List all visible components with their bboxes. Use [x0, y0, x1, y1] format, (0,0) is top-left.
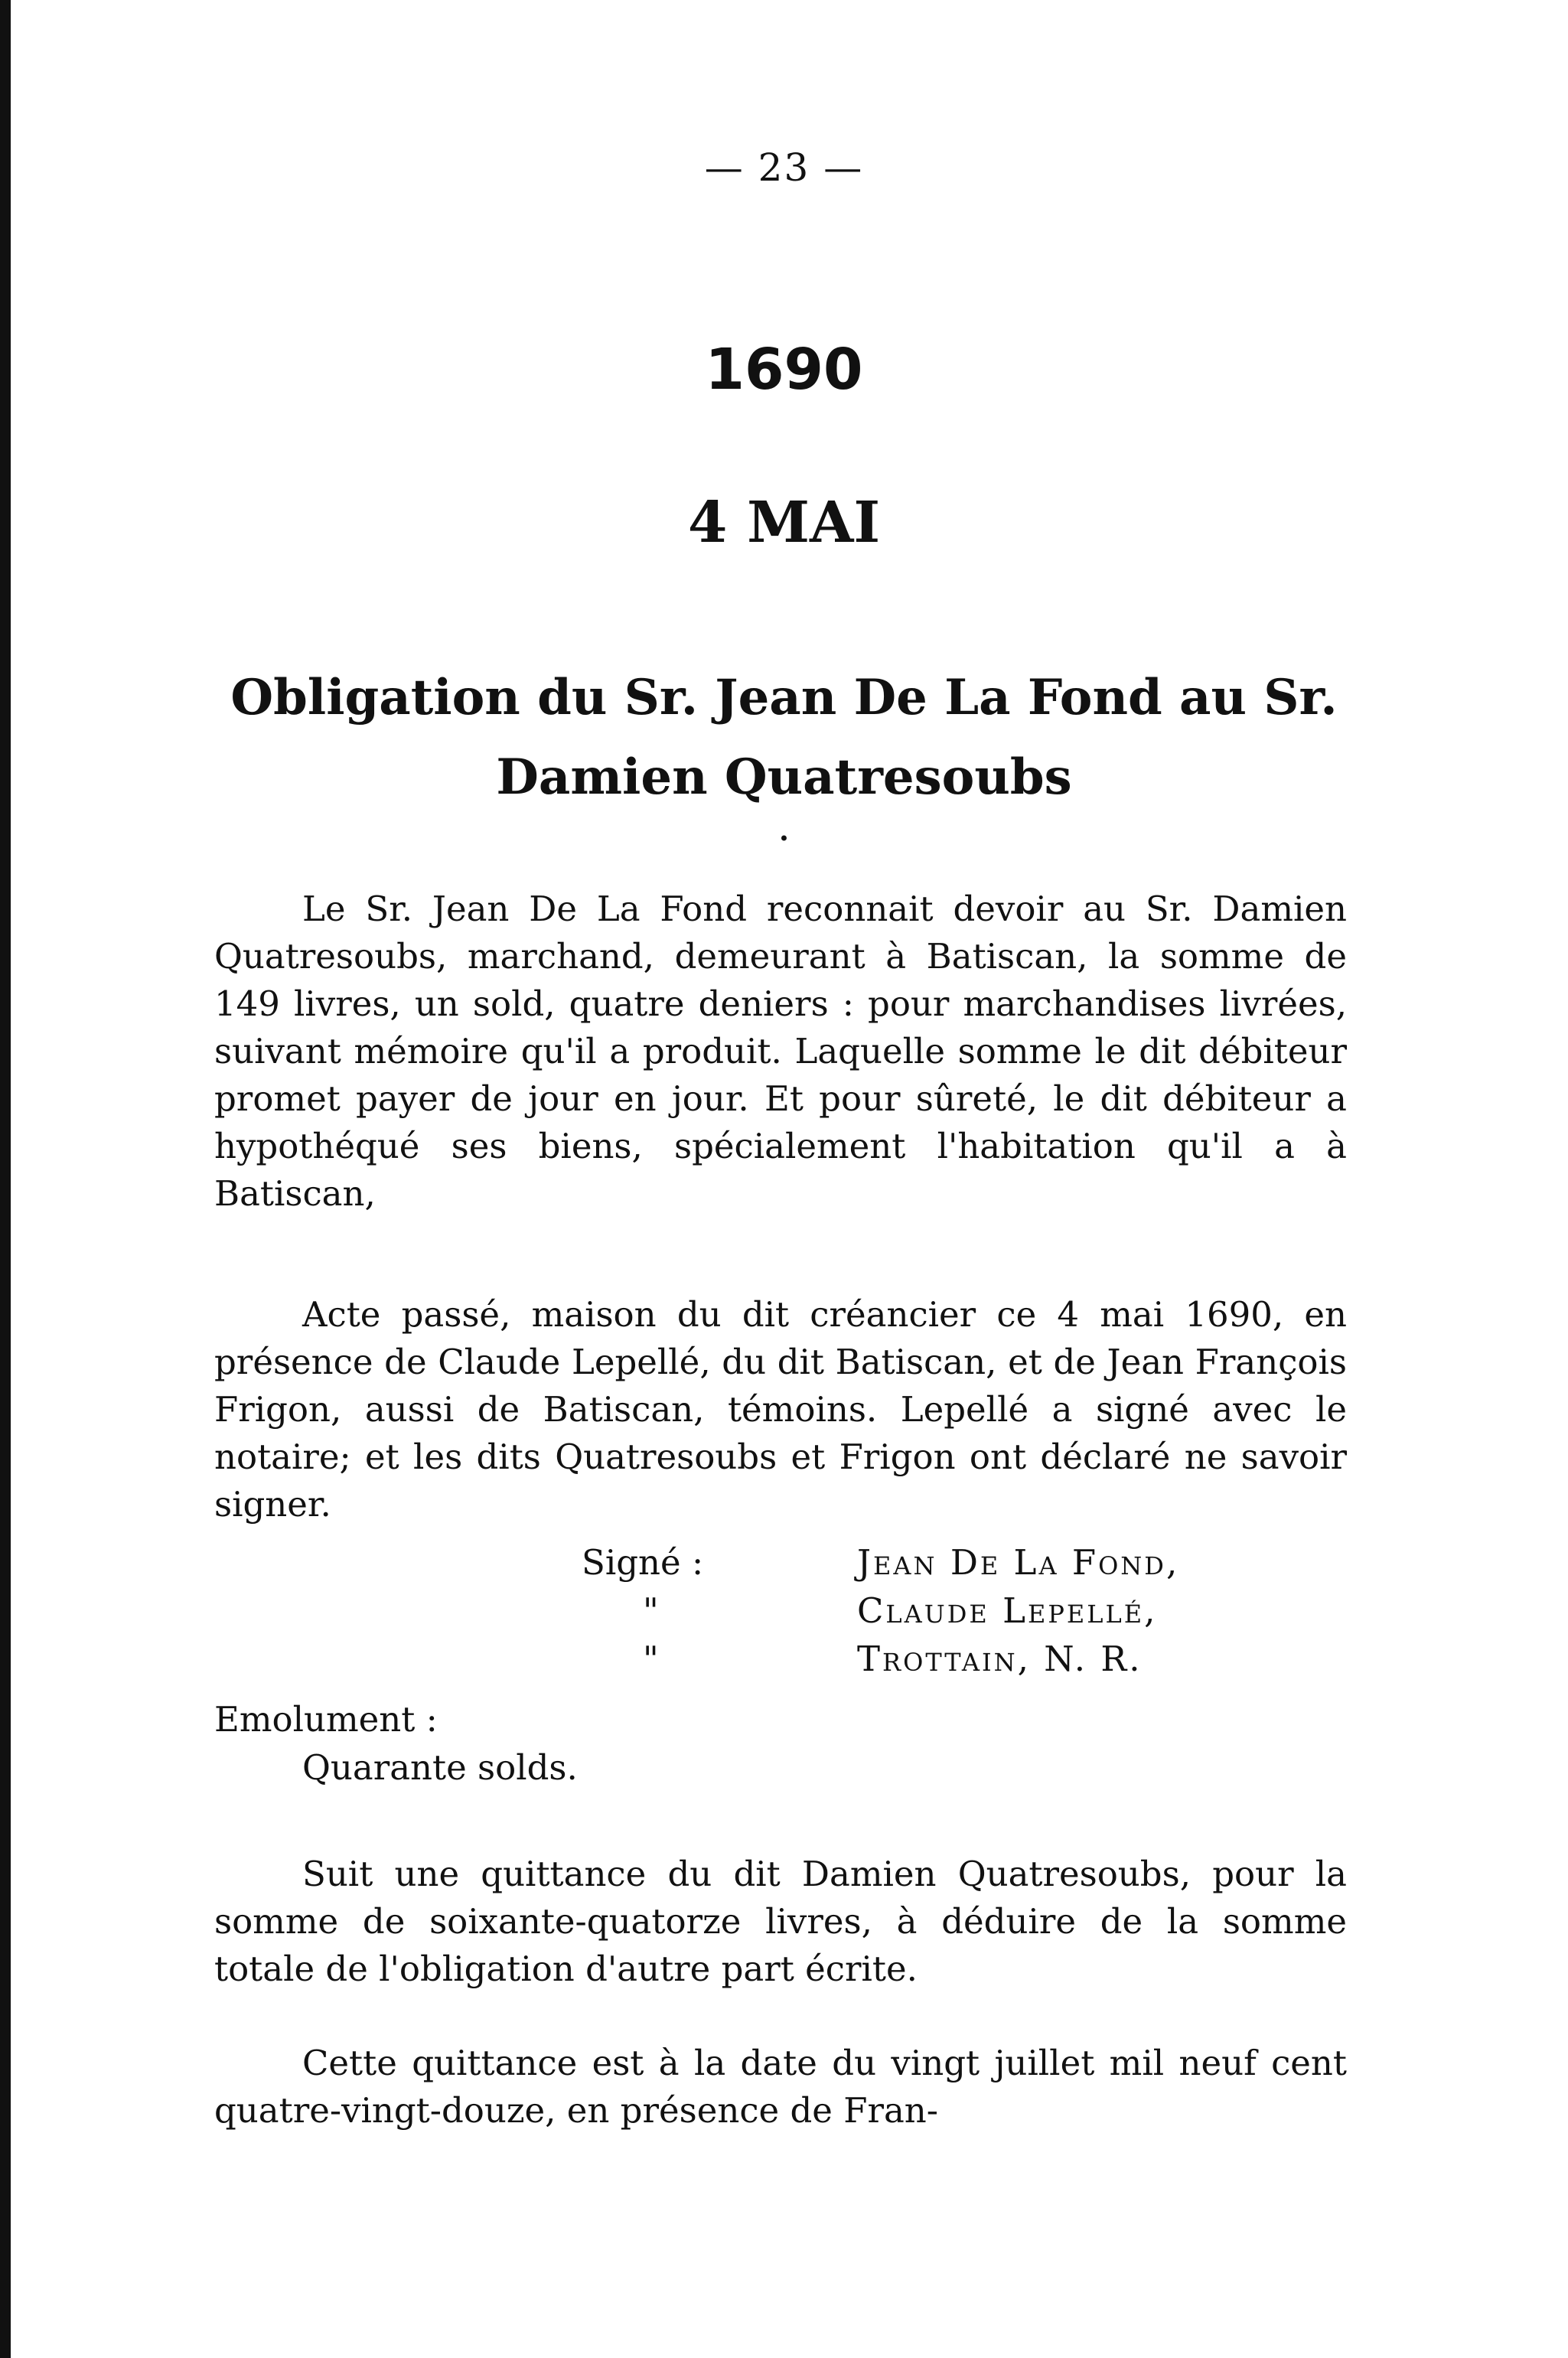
paragraph-obligation-text: Le Sr. Jean De La Fond reconnait devoir au Sr. Damien Quatresoubs, marchand, demeurant à Batiscan, la somme de 149 livres, un sold, quatre deniers : pour marchandises livrées, suivant mémoire qu'il a produit. Laquelle somme le dit débiteur promet payer de jour en jour. Et pour sûreté, le dit débiteur a hypothéqué ses biens, spécialement l'habitation qu'il a à Batiscan,: [214, 889, 1347, 1214]
emolument-amount: Quarante solds.: [302, 1747, 578, 1788]
signature-row: [582, 1538, 1179, 1587]
signature-block: [582, 1538, 1179, 1683]
signature-label: Signé :: [582, 1542, 704, 1583]
signature-name: Trottain, N. R.: [857, 1639, 1143, 1679]
signature-name: Jean De La Fond,: [857, 1542, 1180, 1583]
title-line-2: Damien Quatresoubs: [496, 748, 1072, 806]
paragraph-quittance-date: [214, 2040, 1347, 2135]
date-heading: 4 MAI: [687, 490, 881, 556]
paragraph-quittance: [214, 1851, 1347, 1993]
year-heading: 1690: [705, 337, 863, 403]
signature-row: [582, 1635, 1179, 1683]
page-number: — 23 —: [704, 145, 864, 190]
bullet-mark: •: [778, 828, 790, 850]
title-line-1: Obligation du Sr. Jean De La Fond au Sr.: [230, 669, 1338, 726]
paragraph-quittance-date-text: Cette quittance est à la date du vingt juillet mil neuf cent quatre-vingt-douze, en présence de Fran-: [214, 2043, 1347, 2131]
paragraph-quittance-text: Suit une quittance du dit Damien Quatresoubs, pour la somme de soixante-quatorze livres, à déduire de la somme totale de l'obligation d'autre part écrite.: [214, 1854, 1347, 1989]
ditto-mark: ": [643, 1590, 659, 1631]
signature-name: Claude Lepellé,: [857, 1590, 1158, 1631]
paragraph-obligation: [214, 885, 1347, 1218]
ditto-mark: ": [643, 1639, 659, 1679]
emolument-label: Emolument :: [214, 1699, 438, 1740]
document-title: [0, 658, 1568, 817]
emolument-block: [214, 1695, 578, 1792]
paragraph-acte: [214, 1291, 1347, 1528]
paragraph-acte-text: Acte passé, maison du dit créancier ce 4 mai 1690, en présence de Claude Lepellé, du dit Batiscan, et de Jean François Frigon, aussi de Batiscan, témoins. Lepellé a signé avec le notaire; et les dits Quatresoubs et Frigon ont déclaré ne savoir signer.: [214, 1294, 1347, 1525]
signature-row: [582, 1587, 1179, 1635]
